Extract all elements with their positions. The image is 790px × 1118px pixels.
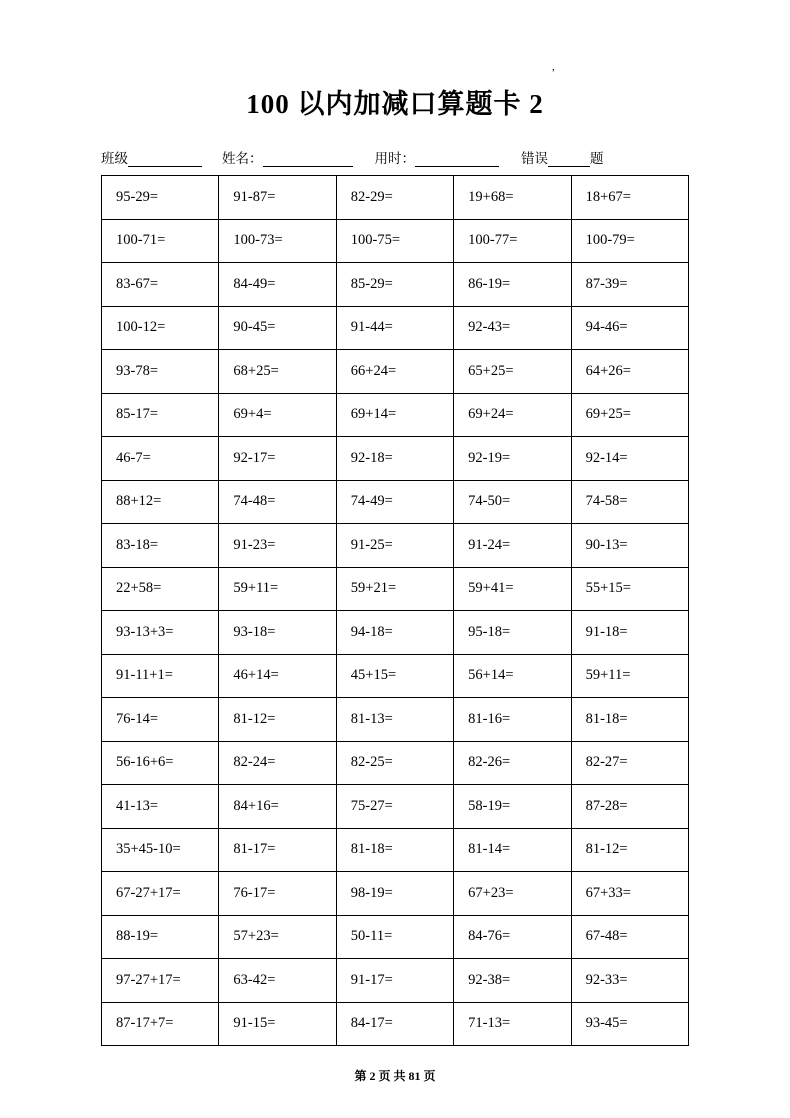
table-row xyxy=(102,393,689,437)
table-row xyxy=(102,437,689,481)
problem-cell: 97-27+17= xyxy=(102,959,219,1003)
problem-cell: 83-18= xyxy=(102,524,219,568)
problem-cell: 22+58= xyxy=(102,567,219,611)
problem-cell: 46-7= xyxy=(102,437,219,481)
problems-body xyxy=(102,176,689,1046)
meta-row xyxy=(101,121,689,167)
problem-cell: 90-13= xyxy=(571,524,688,568)
problem-cell: 69+25= xyxy=(571,393,688,437)
top-mark: , xyxy=(552,61,555,73)
meta-name-blank[interactable] xyxy=(263,153,353,167)
problem-cell: 91-24= xyxy=(454,524,571,568)
problem-cell: 82-26= xyxy=(454,741,571,785)
page-footer: 第 2 页 共 81 页 xyxy=(354,1069,436,1083)
problem-cell: 81-12= xyxy=(219,698,336,742)
problem-cell: 46+14= xyxy=(219,654,336,698)
meta-error-unit: 题 xyxy=(590,151,604,166)
table-row xyxy=(102,959,689,1003)
problem-cell: 84+16= xyxy=(219,785,336,829)
problem-cell: 59+41= xyxy=(454,567,571,611)
problem-cell: 91-15= xyxy=(219,1002,336,1046)
table-row xyxy=(102,1002,689,1046)
meta-class-blank[interactable] xyxy=(128,153,202,167)
problem-cell: 81-17= xyxy=(219,828,336,872)
problem-cell: 94-46= xyxy=(571,306,688,350)
problem-cell: 91-25= xyxy=(336,524,453,568)
problem-cell: 91-11+1= xyxy=(102,654,219,698)
table-row xyxy=(102,263,689,307)
problem-cell: 92-14= xyxy=(571,437,688,481)
problem-cell: 59+21= xyxy=(336,567,453,611)
problem-cell: 100-12= xyxy=(102,306,219,350)
problem-cell: 88+12= xyxy=(102,480,219,524)
problem-cell: 87-28= xyxy=(571,785,688,829)
problem-cell: 100-77= xyxy=(454,219,571,263)
problem-cell: 84-17= xyxy=(336,1002,453,1046)
problem-cell: 58-19= xyxy=(454,785,571,829)
problem-cell: 93-13+3= xyxy=(102,611,219,655)
problem-cell: 45+15= xyxy=(336,654,453,698)
table-row xyxy=(102,915,689,959)
problem-cell: 75-27= xyxy=(336,785,453,829)
table-row xyxy=(102,698,689,742)
problem-cell: 81-18= xyxy=(336,828,453,872)
problem-cell: 94-18= xyxy=(336,611,453,655)
table-row xyxy=(102,306,689,350)
problem-cell: 82-24= xyxy=(219,741,336,785)
problem-cell: 81-18= xyxy=(571,698,688,742)
problem-cell: 59+11= xyxy=(219,567,336,611)
problem-cell: 91-44= xyxy=(336,306,453,350)
problem-cell: 64+26= xyxy=(571,350,688,394)
table-row xyxy=(102,611,689,655)
table-row xyxy=(102,524,689,568)
meta-time xyxy=(375,147,500,167)
problem-cell: 50-11= xyxy=(336,915,453,959)
table-row xyxy=(102,785,689,829)
problem-cell: 91-87= xyxy=(219,176,336,220)
problem-cell: 87-17+7= xyxy=(102,1002,219,1046)
problem-cell: 41-13= xyxy=(102,785,219,829)
problem-cell: 92-33= xyxy=(571,959,688,1003)
problem-cell: 55+15= xyxy=(571,567,688,611)
page-title: 100 以内加减口算题卡 2 xyxy=(246,89,544,119)
problem-cell: 56+14= xyxy=(454,654,571,698)
meta-time-blank[interactable] xyxy=(415,153,499,167)
problem-cell: 93-18= xyxy=(219,611,336,655)
problem-cell: 18+67= xyxy=(571,176,688,220)
problem-cell: 35+45-10= xyxy=(102,828,219,872)
table-row xyxy=(102,828,689,872)
meta-time-label: 用时： xyxy=(374,151,415,166)
table-row xyxy=(102,741,689,785)
meta-class-label: 班级 xyxy=(101,151,128,166)
problem-cell: 92-19= xyxy=(454,437,571,481)
problem-cell: 95-18= xyxy=(454,611,571,655)
problem-cell: 71-13= xyxy=(454,1002,571,1046)
problems-table xyxy=(101,175,689,1046)
problem-cell: 81-16= xyxy=(454,698,571,742)
problem-cell: 92-18= xyxy=(336,437,453,481)
problem-cell: 56-16+6= xyxy=(102,741,219,785)
problem-cell: 92-17= xyxy=(219,437,336,481)
problem-cell: 69+24= xyxy=(454,393,571,437)
problem-cell: 90-45= xyxy=(219,306,336,350)
meta-error xyxy=(521,147,604,167)
problem-cell: 84-76= xyxy=(454,915,571,959)
table-row xyxy=(102,872,689,916)
meta-name-label: 姓名： xyxy=(222,151,263,166)
meta-error-blank[interactable] xyxy=(548,153,590,167)
meta-name xyxy=(222,147,353,167)
problem-cell: 91-23= xyxy=(219,524,336,568)
problem-cell: 82-25= xyxy=(336,741,453,785)
table-row xyxy=(102,480,689,524)
table-row xyxy=(102,219,689,263)
problem-cell: 69+4= xyxy=(219,393,336,437)
problem-cell: 59+11= xyxy=(571,654,688,698)
problem-cell: 76-14= xyxy=(102,698,219,742)
problem-cell: 65+25= xyxy=(454,350,571,394)
table-row xyxy=(102,176,689,220)
problem-cell: 67-48= xyxy=(571,915,688,959)
table-row xyxy=(102,350,689,394)
problem-cell: 74-50= xyxy=(454,480,571,524)
problem-cell: 87-39= xyxy=(571,263,688,307)
problem-cell: 100-71= xyxy=(102,219,219,263)
problem-cell: 81-14= xyxy=(454,828,571,872)
problem-cell: 69+14= xyxy=(336,393,453,437)
problem-cell: 91-17= xyxy=(336,959,453,1003)
problem-cell: 92-38= xyxy=(454,959,571,1003)
problem-cell: 93-45= xyxy=(571,1002,688,1046)
problem-cell: 67+33= xyxy=(571,872,688,916)
problem-cell: 74-49= xyxy=(336,480,453,524)
meta-class xyxy=(101,147,202,167)
problem-cell: 85-17= xyxy=(102,393,219,437)
problem-cell: 67+23= xyxy=(454,872,571,916)
problem-cell: 91-18= xyxy=(571,611,688,655)
problem-cell: 67-27+17= xyxy=(102,872,219,916)
problem-cell: 57+23= xyxy=(219,915,336,959)
problem-cell: 74-48= xyxy=(219,480,336,524)
problem-cell: 19+68= xyxy=(454,176,571,220)
problem-cell: 74-58= xyxy=(571,480,688,524)
problem-cell: 81-13= xyxy=(336,698,453,742)
problem-cell: 92-43= xyxy=(454,306,571,350)
problem-cell: 86-19= xyxy=(454,263,571,307)
problem-cell: 88-19= xyxy=(102,915,219,959)
problem-cell: 100-73= xyxy=(219,219,336,263)
table-row xyxy=(102,567,689,611)
table-row xyxy=(102,654,689,698)
problem-cell: 93-78= xyxy=(102,350,219,394)
problem-cell: 100-75= xyxy=(336,219,453,263)
problem-cell: 66+24= xyxy=(336,350,453,394)
problem-cell: 68+25= xyxy=(219,350,336,394)
problem-cell: 95-29= xyxy=(102,176,219,220)
problem-cell: 98-19= xyxy=(336,872,453,916)
problem-cell: 85-29= xyxy=(336,263,453,307)
problem-cell: 84-49= xyxy=(219,263,336,307)
problem-cell: 100-79= xyxy=(571,219,688,263)
problem-cell: 82-27= xyxy=(571,741,688,785)
problem-cell: 81-12= xyxy=(571,828,688,872)
problem-cell: 76-17= xyxy=(219,872,336,916)
problem-cell: 63-42= xyxy=(219,959,336,1003)
meta-error-label: 错误 xyxy=(521,151,548,166)
problem-cell: 82-29= xyxy=(336,176,453,220)
problem-cell: 83-67= xyxy=(102,263,219,307)
